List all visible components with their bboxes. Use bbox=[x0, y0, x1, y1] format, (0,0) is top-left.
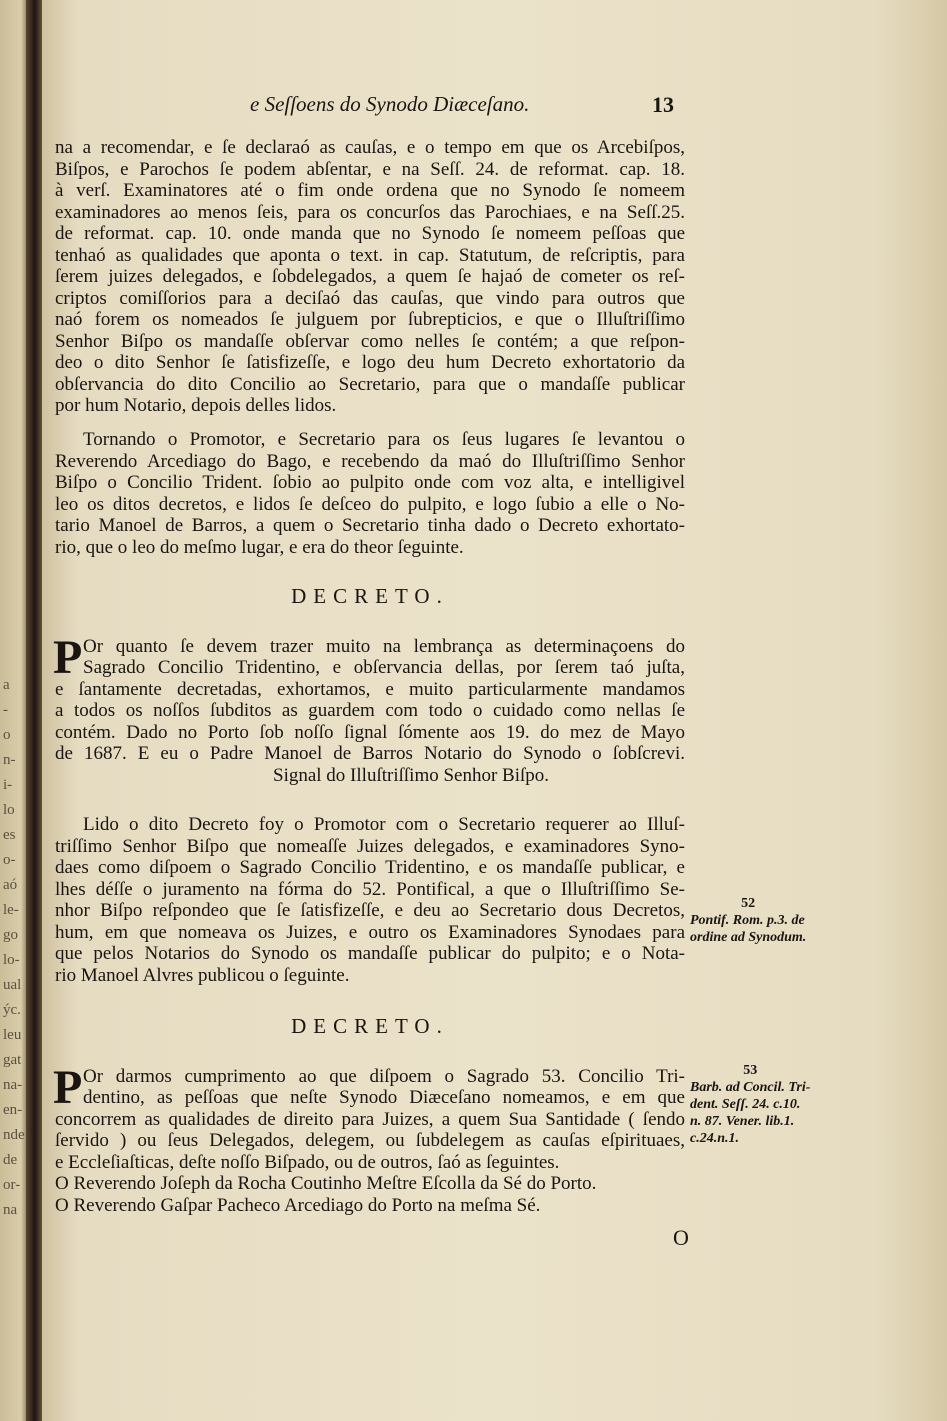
previous-page-fragment: gat bbox=[3, 1052, 22, 1068]
note-line: c.24.n.1. bbox=[690, 1131, 739, 1146]
drop-cap: P bbox=[53, 630, 83, 684]
text-line: lhes déſſe o juramento na fórma do 52. Pontifical, a que o Illuſtriſſimo Se- bbox=[55, 878, 685, 900]
previous-page-fragment: n- bbox=[3, 752, 16, 768]
text-line: Reverendo Arcediago do Bago, e recebendo da maó do Illuſtriſſimo Senhor bbox=[55, 450, 685, 472]
text-line: que pelos Notarios do Synodo os mandaſſe publicar do pulpito; e o Nota- bbox=[55, 943, 685, 964]
previous-page-fragment: or- bbox=[3, 1177, 21, 1193]
previous-page-fragment: lo- bbox=[3, 952, 20, 968]
previous-page-fragment: o- bbox=[3, 852, 16, 868]
previous-page-fragment: i- bbox=[3, 777, 13, 793]
text-line: por hum Notario, depois delles lidos. bbox=[55, 395, 337, 416]
text-line: Senhor Biſpo os mandaſſe obſervar como nelles ſe contém; a que reſpon- bbox=[55, 330, 685, 352]
text-line: e ſantamente decretadas, exhortamos, e muito particularmente mandamos bbox=[55, 678, 685, 700]
paragraph-2 bbox=[55, 429, 685, 558]
previous-page-fragment: ýc. bbox=[3, 1002, 21, 1018]
previous-page-fragment: en- bbox=[3, 1102, 23, 1118]
text-line: à verſ. Examinatores até o fim onde ordena que no Synodo ſe nomeem bbox=[55, 180, 685, 201]
paragraph-3 bbox=[55, 814, 685, 986]
text-line: criptos comiſſorios para a deciſaó das cauſas, que vindo para outros que bbox=[55, 287, 685, 309]
text-line: rio Manoel Alvres publicou o ſeguinte. bbox=[55, 964, 350, 986]
text-line: Biſpos, e Parochos ſe podem abſentar, e na Seſſ. 24. de reformat. cap. 18. bbox=[55, 158, 685, 180]
previous-page-fragment: ual bbox=[3, 977, 22, 993]
text-line: examinadores ao menos ſeis, para os concurſos das Parochiaes, e na Seſſ.25. bbox=[55, 201, 685, 223]
text-line: de 1687. E eu o Padre Manoel de Barros Notario do Synodo o ſobſcrevi. bbox=[55, 743, 685, 764]
previous-page-fragment: leu bbox=[3, 1027, 22, 1043]
text-line: daes como diſpoem o Sagrado Concilio Tridentino, e os mandaſſe publicar, e bbox=[55, 857, 685, 878]
text-line: deo o dito Senhor ſe ſatisfizeſſe, e logo deu hum Decreto exhortatorio da bbox=[55, 352, 685, 373]
decree-heading: DECRETO. bbox=[291, 1014, 449, 1038]
text-line: Or darmos cumprimento ao que diſpoem o Sagrado 53. Concilio Tri- bbox=[83, 1065, 685, 1087]
text-line: tenhaó as qualidades que aponta o text. in cap. Statutum, de reſcriptis, para bbox=[55, 244, 685, 266]
note-line: dent. Seſſ. 24. c.10. bbox=[690, 1097, 801, 1112]
previous-page-fragment: o bbox=[3, 727, 11, 743]
note-line: Pontif. Rom. p.3. de bbox=[690, 913, 805, 928]
text-line: ſerem juizes delegados, e ſobdelegados, a quem ſe hajaó de cometer os reſ- bbox=[55, 266, 685, 287]
previous-page-fragment: aó bbox=[3, 877, 18, 893]
marginal-note-52 bbox=[690, 895, 806, 946]
marginal-note-53 bbox=[690, 1062, 810, 1147]
note-line: ordine ad Synodum. bbox=[690, 930, 807, 945]
text-line: a todos os noſſos ſubditos as guardem com todo o cuidado como nellas ſe bbox=[55, 700, 685, 721]
text-line: concorrem as qualidades de direito para Juizes, a quem Sua Santidade ( ſendo bbox=[55, 1108, 685, 1130]
text-line: rio, que o leo do meſmo lugar, e era do theor ſeguinte. bbox=[55, 536, 464, 558]
previous-page-fragment: es bbox=[3, 827, 16, 843]
text-line: Or quanto ſe devem trazer muito na lembrança as determinaçoens do bbox=[83, 635, 685, 657]
text-line: Tornando o Promotor, e Secretario para os ſeus lugares ſe levantou o bbox=[83, 429, 685, 450]
signature-line: Signal do Illuſtriſſimo Senhor Biſpo. bbox=[273, 764, 550, 786]
drop-cap: P bbox=[53, 1060, 83, 1114]
text-line: contém. Dado no Porto ſob noſſo ſignal ſómente aos 19. do mez de Mayo bbox=[55, 721, 685, 743]
previous-page-fragment: na- bbox=[3, 1077, 23, 1093]
previous-page-fragment: le- bbox=[3, 902, 19, 918]
previous-page-fragment: a bbox=[3, 677, 10, 693]
text-line: tario Manoel de Barros, a quem o Secretario tinha dado o Decreto exhortato- bbox=[55, 515, 685, 536]
previous-page-fragment: de bbox=[3, 1152, 18, 1168]
previous-page-fragment: - bbox=[3, 702, 8, 718]
note-line: Barb. ad Concil. Tri- bbox=[690, 1080, 811, 1095]
text-line: dentino, as peſſoas que neſte Synodo Diæceſano nomeamos, e em que bbox=[83, 1087, 685, 1108]
previous-page-fragment: lo bbox=[3, 802, 15, 818]
text-line: O Reverendo Gaſpar Pacheco Arcediago do Porto na meſma Sé. bbox=[55, 1194, 541, 1216]
text-line: e Eccleſiaſticas, deſte noſſo Biſpado, ou de outros, ſaó as ſeguintes. bbox=[55, 1151, 560, 1173]
decree-2 bbox=[55, 1016, 685, 1216]
catchword: O bbox=[673, 1225, 689, 1250]
previous-page-fragment: nde bbox=[3, 1127, 25, 1143]
text-line: Sagrado Concilio Tridentino, e obſervancia dellas, por ſerem taó juſta, bbox=[83, 657, 685, 678]
text-line: O Reverendo Joſeph da Rocha Coutinho Meſtre Eſcolla da Sé do Porto. bbox=[55, 1173, 597, 1194]
text-line: nhor Biſpo reſpondeo que ſe ſatisfizeſſe, e deu ao Secretario dous Decretos, bbox=[55, 900, 685, 921]
text-line: leo os ditos decretos, e lidos ſe deſceo do pulpito, e logo ſubio a elle o No- bbox=[55, 493, 685, 515]
note-number: 53 bbox=[743, 1063, 758, 1078]
text-line: ſervido ) ou ſeus Delegados, delegem, ou ſubdelegem as cauſas eſpirituaes, bbox=[55, 1130, 685, 1151]
text-line: de reformat. cap. 10. onde manda que no Synodo ſe nomeem peſſoas que bbox=[55, 223, 685, 244]
text-line: Lido o dito Decreto foy o Promotor com o Secretario requerer ao Illuſ- bbox=[83, 814, 685, 835]
previous-page-fragment: na bbox=[3, 1202, 18, 1218]
page-number: 13 bbox=[652, 92, 674, 117]
text-line: na a recomendar, e ſe declaraó as cauſas, e o tempo em que os Arcebiſpos, bbox=[55, 137, 685, 158]
text-line: obſervancia do dito Concilio ao Secretario, para que o mandaſſe publicar bbox=[55, 373, 685, 395]
previous-page-fragment: go bbox=[3, 927, 18, 943]
note-line: n. 87. Vener. lib.1. bbox=[690, 1114, 795, 1129]
running-title: e Seſſoens do Synodo Diæceſano. bbox=[250, 92, 530, 116]
text-line: triſſimo Senhor Biſpo que nomeaſſe Juizes delegados, e examinadores Syno- bbox=[55, 835, 685, 857]
text-line: Biſpo o Concilio Trident. ſobio ao pulpito onde com voz alta, e intelligivel bbox=[55, 472, 685, 493]
text-line: hum, em que nomeava os Juizes, e outro os Examinadores Synodaes para bbox=[55, 921, 685, 943]
note-number: 52 bbox=[741, 896, 756, 911]
decree-1 bbox=[55, 586, 685, 786]
paragraph-1 bbox=[55, 137, 685, 417]
decree-heading: DECRETO. bbox=[291, 584, 449, 608]
text-line: naó forem os nomeados ſe julguem por ſubrepticios, e que o Illuſtriſſimo bbox=[55, 309, 685, 330]
